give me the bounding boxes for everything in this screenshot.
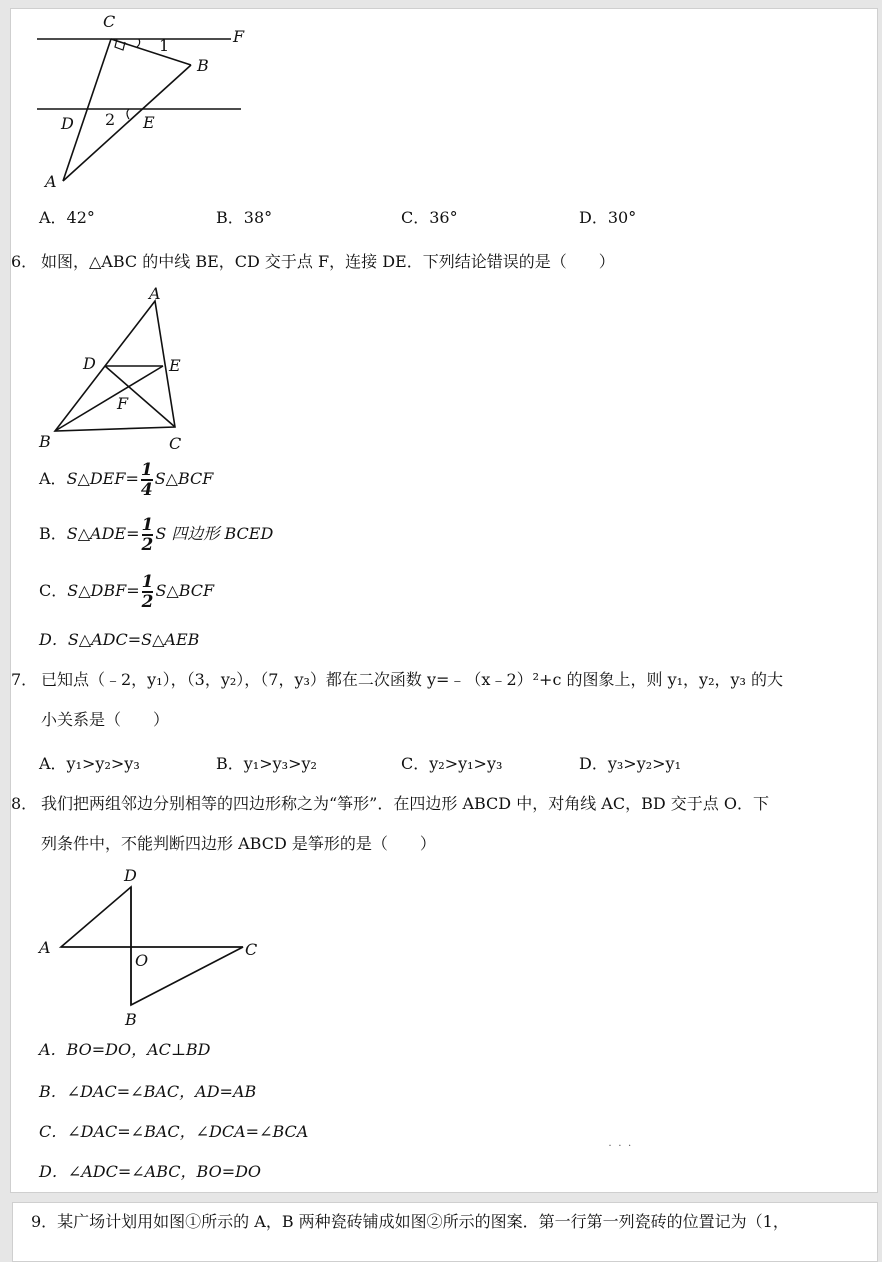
q7-stem-line2: 小关系是（ ）	[41, 710, 170, 729]
q8-number: 8．	[11, 794, 38, 813]
q5-label-angle2: 2	[105, 110, 116, 129]
q5-option-d[interactable]: D．30°	[579, 208, 637, 227]
q6-stem: 如图，△ABC 的中线 BE，CD 交于点 F，连接 DE．下列结论错误的是（ ）	[41, 252, 615, 271]
q5-label-a: A	[45, 172, 57, 191]
q6-option-b[interactable]: B．S△ADE= $\frac{1}{2}$ S 四边形 BCED	[39, 514, 274, 555]
q7-number: 7．	[11, 670, 38, 689]
q6-label-d: D	[83, 354, 96, 373]
q6-label-c: C	[169, 434, 182, 453]
q6-label-b: B	[39, 432, 51, 451]
exam-page	[10, 8, 878, 1193]
q6-figure	[31, 283, 211, 453]
q6-label-e: E	[169, 356, 181, 375]
q8-label-o: O	[135, 951, 149, 970]
q9-stem: 9．某广场计划用如图①所示的 A，B 两种瓷砖铺成如图②所示的图案．第一行第一列瓷砖的位置记为（1，	[31, 1212, 789, 1231]
q6-option-a[interactable]: A．S△DEF= $\frac{1}{4}$ S△BCF	[39, 459, 214, 500]
q6-label-a: A	[149, 284, 161, 303]
q8-label-b: B	[125, 1010, 137, 1029]
q7-option-d[interactable]: D．y₃>y₂>y₁	[579, 754, 682, 773]
q7-option-a[interactable]: A．y₁>y₂>y₃	[39, 754, 140, 773]
q5-figure	[31, 9, 271, 199]
q5-label-c: C	[103, 12, 116, 31]
q5-option-a[interactable]: A．42°	[39, 208, 95, 227]
q5-label-f: F	[233, 27, 245, 46]
q7-stem-line1: 已知点（﹣2，y₁），（3，y₂），（7，y₃）都在二次函数 y=﹣（x﹣2）²+c 的图象上，则 y₁，y₂，y₃ 的大	[41, 670, 784, 689]
q5-option-b[interactable]: B．38°	[216, 208, 273, 227]
q6-option-d[interactable]: D．S△ADC=S△AEB	[39, 630, 200, 649]
q8-figure	[31, 865, 271, 1035]
q6-option-c[interactable]: C．S△DBF= $\frac{1}{2}$ S△BCF	[39, 571, 215, 612]
q8-stem-line1: 我们把两组邻边分别相等的四边形称之为“筝形”．在四边形 ABCD 中，对角线 AC，BD 交于点 O．下	[41, 794, 769, 813]
q5-label-b: B	[197, 56, 209, 75]
q8-option-b[interactable]: B．∠DAC=∠BAC，AD=AB	[39, 1082, 257, 1101]
q8-label-d: D	[124, 866, 137, 885]
q5-label-angle1: 1	[159, 36, 170, 55]
q6-number: 6．	[11, 252, 38, 271]
q8-label-a: A	[39, 938, 51, 957]
q5-option-c[interactable]: C．36°	[401, 208, 458, 227]
q8-label-c: C	[245, 940, 258, 959]
q8-option-d[interactable]: D．∠ADC=∠ABC，BO=DO	[39, 1162, 262, 1181]
q6-label-f: F	[117, 394, 129, 413]
q7-option-b[interactable]: B．y₁>y₃>y₂	[216, 754, 317, 773]
q8-option-c[interactable]: C．∠DAC=∠BAC，∠DCA=∠BCA	[39, 1122, 309, 1141]
scan-speck: ˙ ˙ ˙	[607, 1143, 633, 1157]
next-page-strip	[12, 1202, 878, 1262]
q5-label-e: E	[143, 113, 155, 132]
q5-label-d: D	[61, 114, 74, 133]
q8-option-a[interactable]: A．BO=DO，AC⊥BD	[39, 1040, 211, 1059]
q7-option-c[interactable]: C．y₂>y₁>y₃	[401, 754, 503, 773]
q8-stem-line2: 列条件中，不能判断四边形 ABCD 是筝形的是（ ）	[41, 834, 436, 853]
